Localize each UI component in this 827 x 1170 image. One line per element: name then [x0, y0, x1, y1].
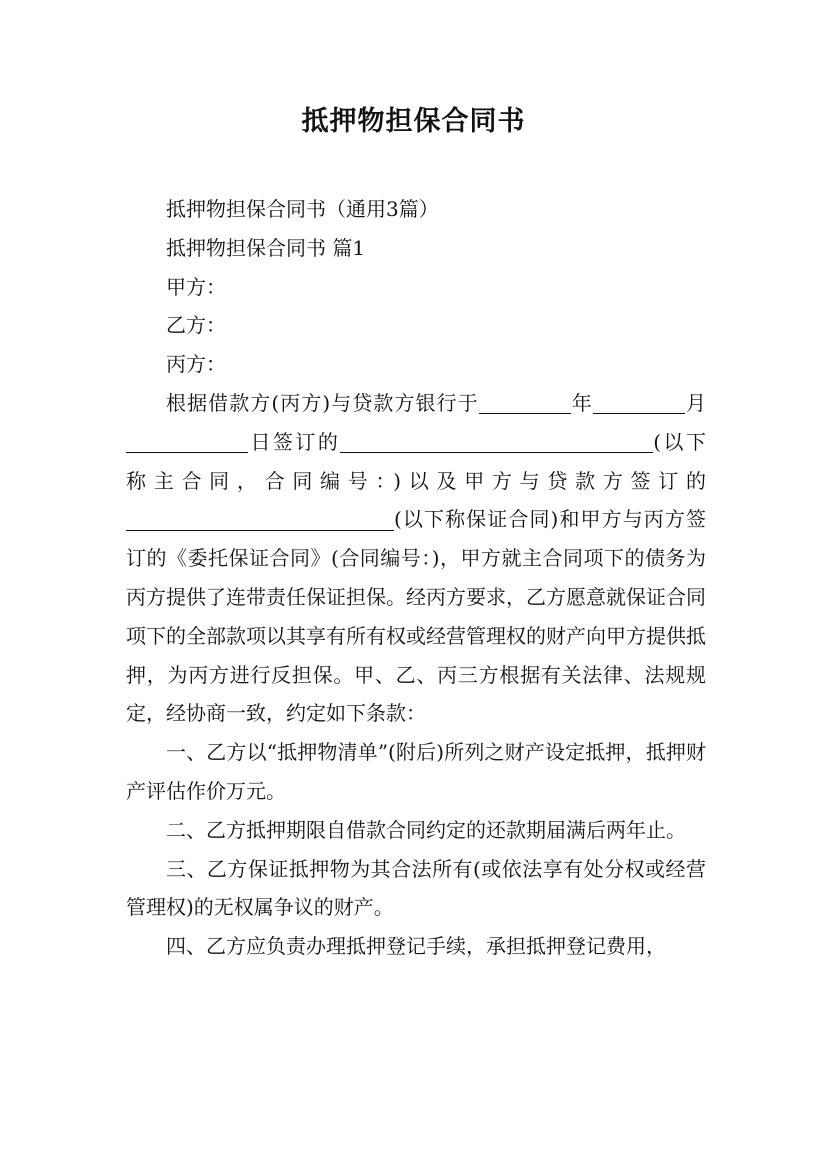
party-a-line: 甲方：	[166, 274, 226, 299]
clause-3: 三、乙方保证抵押物为其合法所有(或依法享有处分权或经营管理权)的无权属争议的财产。	[126, 856, 706, 920]
main-contract-blank	[340, 430, 653, 453]
day-label: 日签订的	[248, 429, 341, 454]
document-body	[126, 190, 706, 966]
intro-text-2: (以下称主合同，合同编号：)以及甲方与贷款方签订的	[126, 429, 706, 493]
clause-2: 二、乙方抵押期限自借款合同约定的还款期届满后两年止。	[166, 817, 686, 842]
intro-text-3: (以下称保证合同)和甲方与丙方签订的《委托保证合同》(合同编号：)，甲方就主合同项下的债务为丙方提供了连带责任保证担保。经丙方要求，乙方愿意就保证合同项下的全部款项以其享有所有权或经营管理权的财产向甲方提供抵押，为丙方进行反担保。甲、乙、丙三方根据有关法律、法规规定，经协商一致，约定如下条款：	[126, 507, 706, 726]
intro-text-1: 根据借款方(丙方)与贷款方银行于	[166, 390, 479, 415]
party-b-line: 乙方：	[166, 313, 226, 338]
month-label: 月	[684, 390, 707, 415]
party-c-line: 丙方：	[166, 352, 226, 377]
intro-paragraph	[126, 384, 706, 733]
document-subtitle: 抵押物担保合同书（通用3篇）	[166, 197, 439, 221]
clause-1: 一、乙方以“抵押物清单”(附后)所列之财产设定抵押，抵押财产评估作价万元。	[126, 740, 706, 803]
clause-4: 四、乙方应负责办理抵押登记手续，承担抵押登记费用，	[166, 934, 666, 959]
month-blank	[593, 391, 685, 414]
year-blank	[479, 391, 571, 414]
guarantee-contract-blank	[126, 508, 394, 531]
day-blank	[126, 430, 248, 453]
document-title: 抵押物担保合同书	[301, 106, 526, 137]
year-label: 年	[570, 390, 593, 415]
section-heading: 抵押物担保合同书 篇1	[166, 235, 366, 260]
